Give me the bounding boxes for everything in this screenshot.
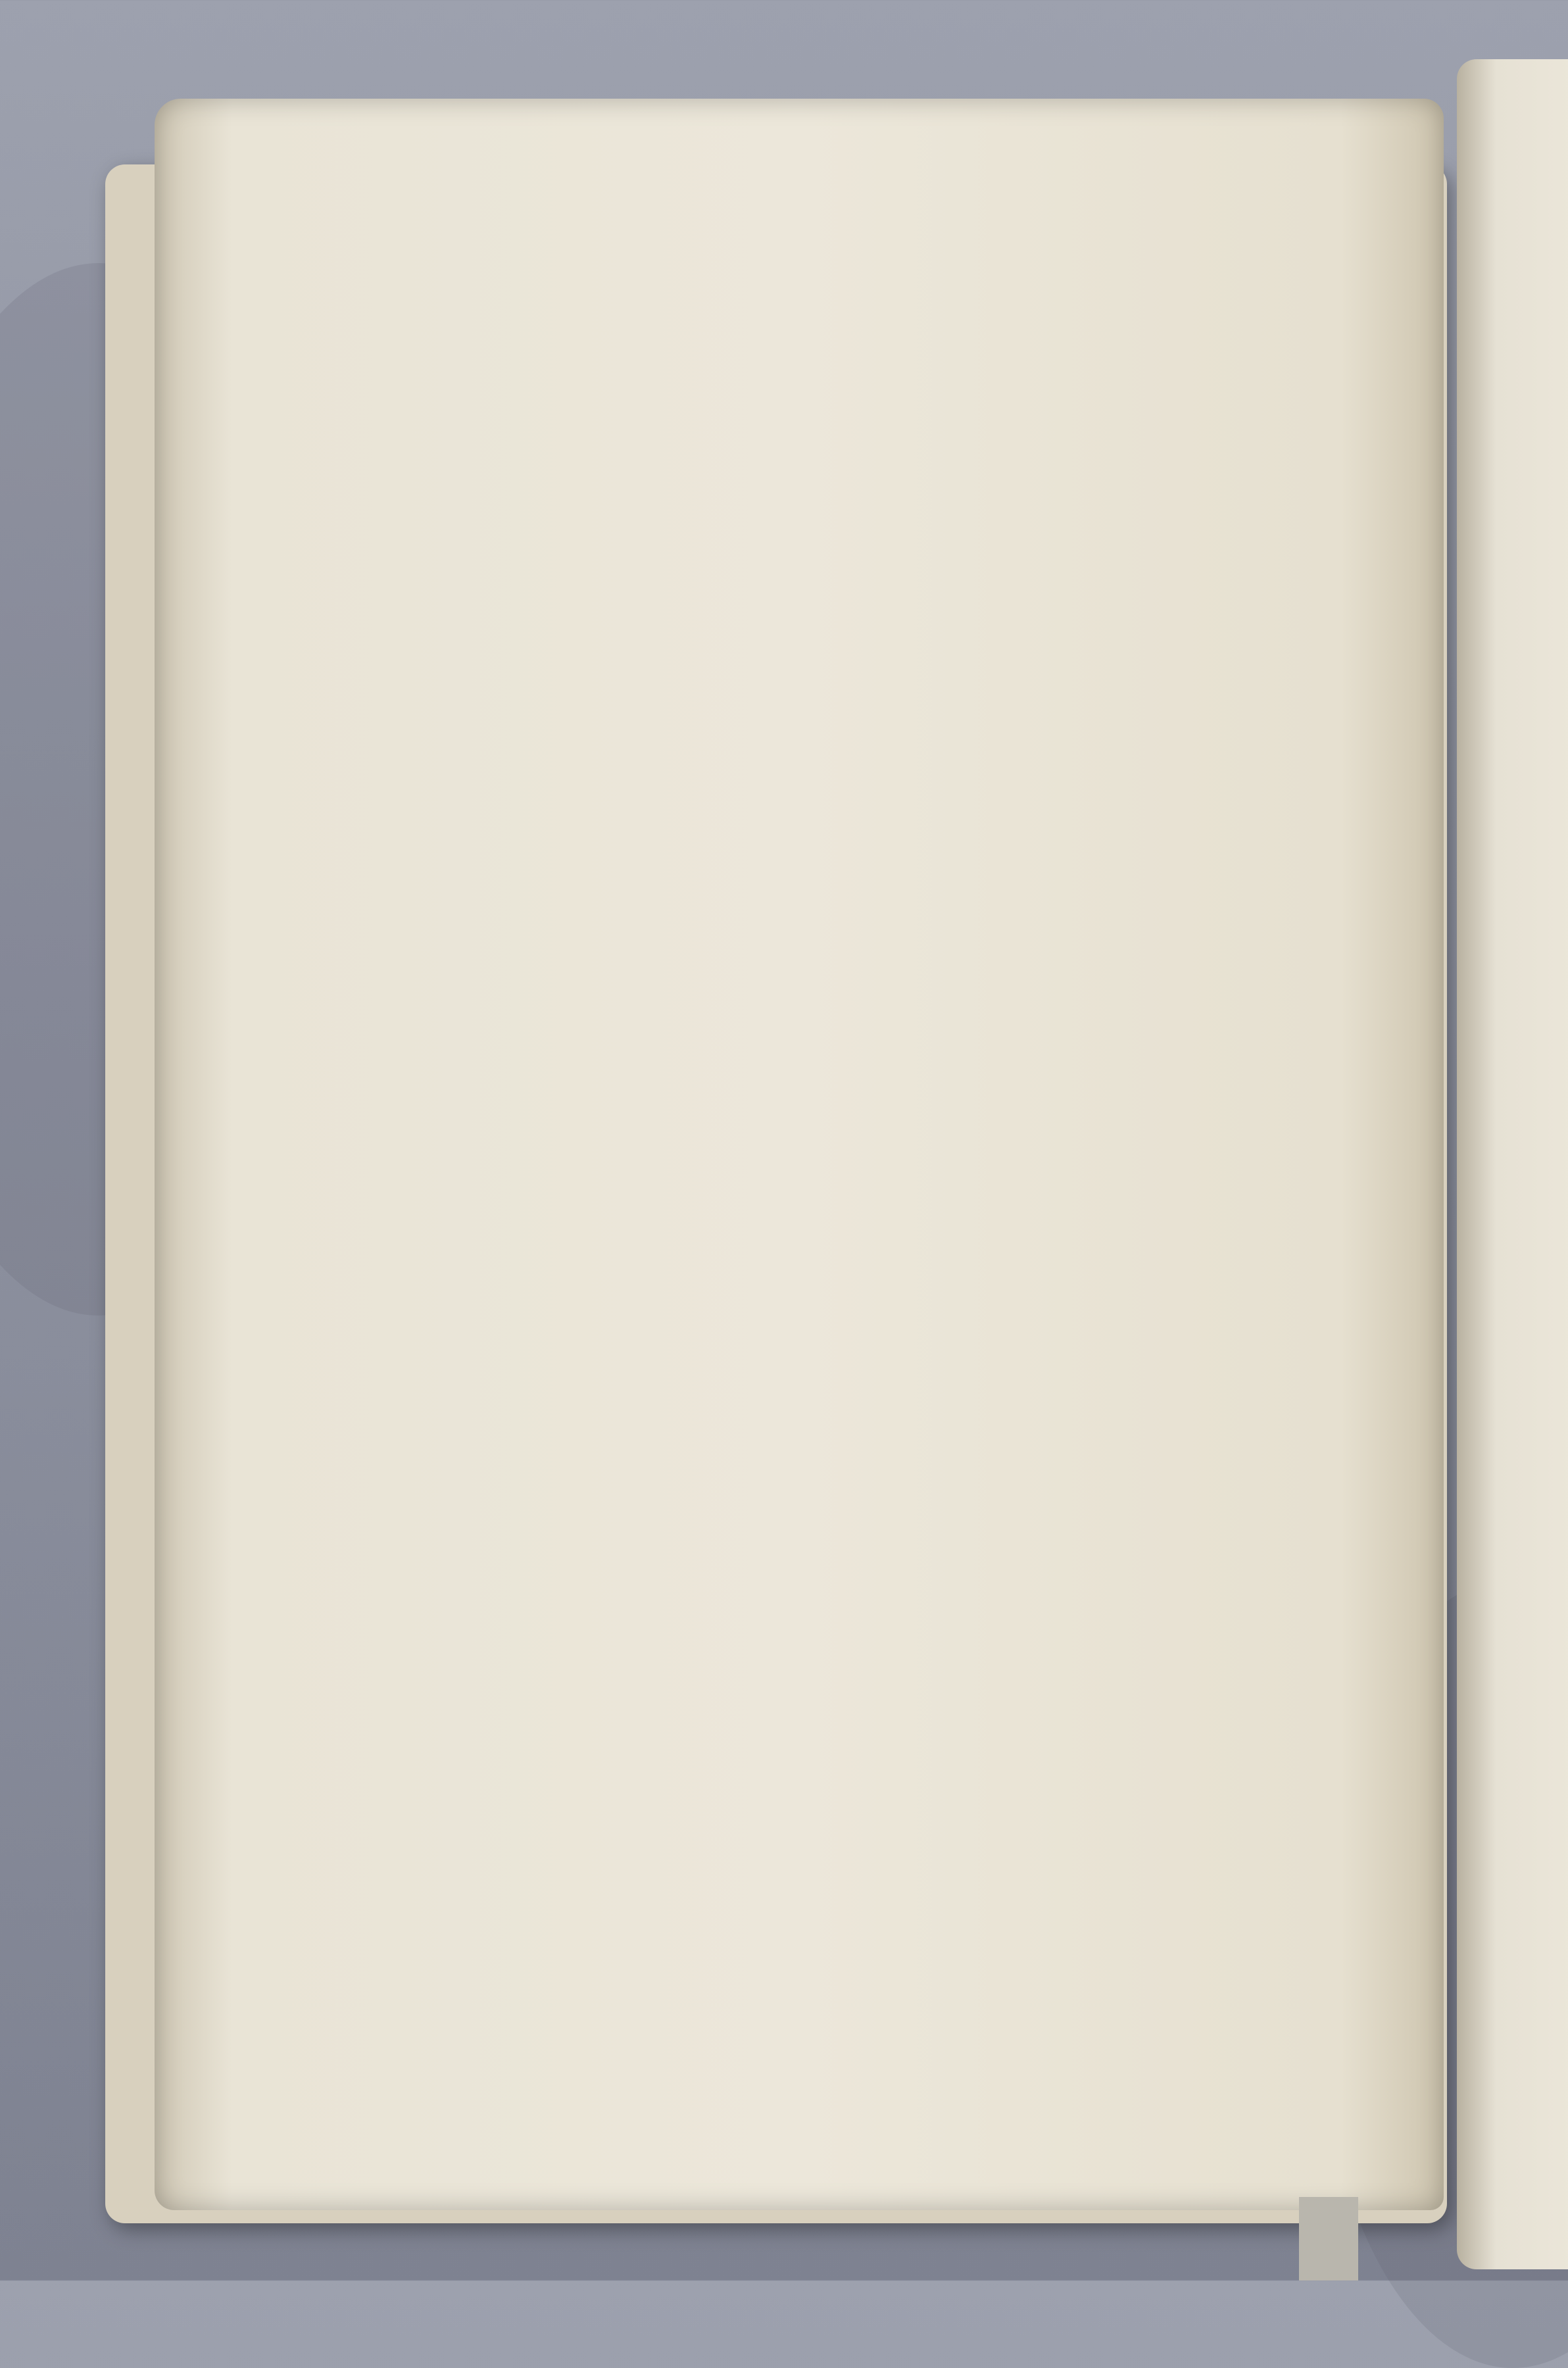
facing-page (1457, 59, 1568, 2269)
bookmark-ribbon (1299, 2197, 1358, 2281)
book-page (155, 99, 1444, 2210)
